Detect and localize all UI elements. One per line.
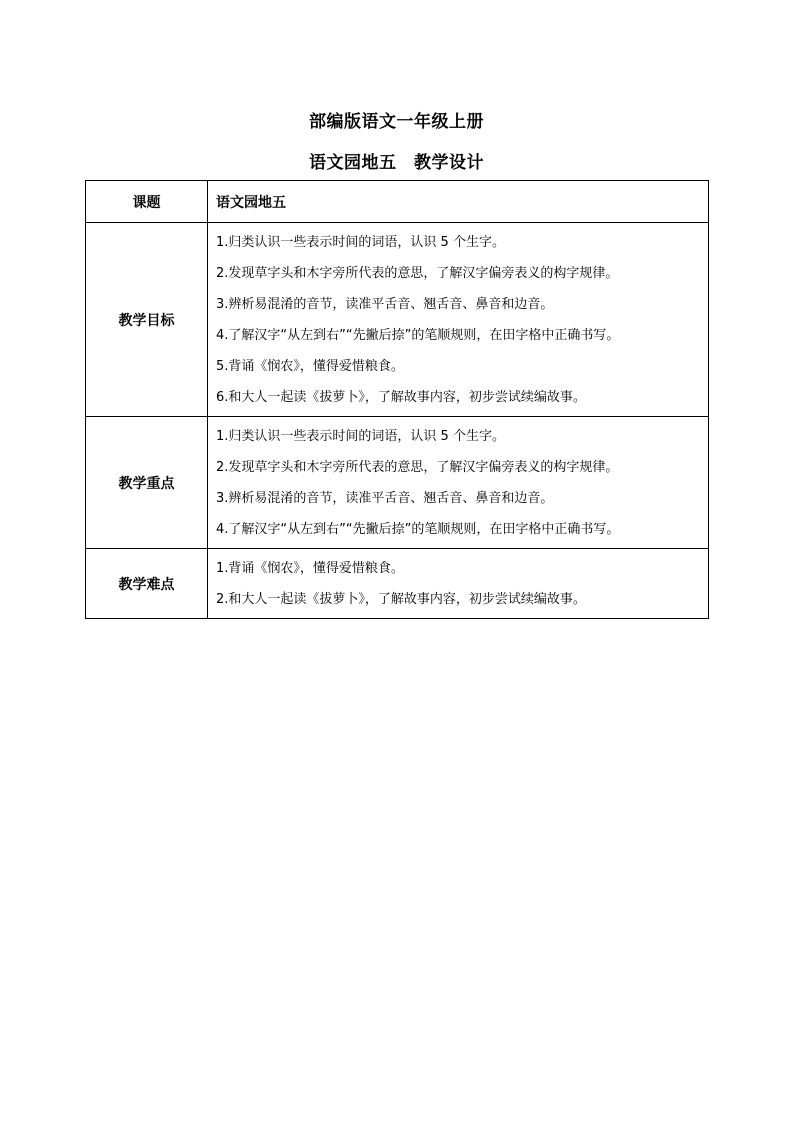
table-row-topic (86, 181, 709, 223)
list-item: 1.归类认识一些表示时间的词语，认识 5 个生字。 (216, 429, 505, 444)
row-content-cell (208, 417, 709, 549)
document-subtitle: 语文园地五 教学设计 (309, 153, 484, 173)
list-item: 5.背诵《悯农》，懂得爱惜粮食。 (216, 359, 404, 374)
list-item: 4.了解汉字“从左到右”“先撇后捺”的笔顺规则，在田字格中正确书写。 (216, 328, 620, 343)
list-item: 2.发现草字头和木字旁所代表的意思，了解汉字偏旁表义的构字规律。 (216, 266, 619, 281)
list-item: 6.和大人一起读《拔萝卜》，了解故事内容，初步尝试续编故事。 (216, 390, 586, 405)
topic-label-cell: 课题 (86, 181, 208, 223)
row-label-cell: 教学难点 (86, 549, 208, 619)
list-item: 4.了解汉字“从左到右”“先撇后捺”的笔顺规则，在田字格中正确书写。 (216, 522, 620, 537)
row-content-cell (208, 549, 709, 619)
list-item: 1.归类认识一些表示时间的词语，认识 5 个生字。 (216, 235, 505, 250)
row-label-cell: 教学目标 (86, 223, 208, 417)
table-row-difficulties (86, 549, 709, 619)
table-row-objectives (86, 223, 709, 417)
list-item: 2.发现草字头和木字旁所代表的意思，了解汉字偏旁表义的构字规律。 (216, 460, 619, 475)
lesson-plan-table (85, 180, 709, 619)
list-item: 1.背诵《悯农》，懂得爱惜粮食。 (216, 561, 404, 576)
row-label-cell: 教学重点 (86, 417, 208, 549)
list-item: 3.辨析易混淆的音节，读准平舌音、翘舌音、鼻音和边音。 (216, 491, 554, 506)
table-row-key-points (86, 417, 709, 549)
list-item: 3.辨析易混淆的音节，读准平舌音、翘舌音、鼻音和边音。 (216, 297, 554, 312)
list-item: 2.和大人一起读《拔萝卜》，了解故事内容，初步尝试续编故事。 (216, 592, 586, 607)
row-content-cell (208, 223, 709, 417)
topic-value-cell: 语文园地五 (208, 181, 709, 223)
document-title: 部编版语文一年级上册 (309, 112, 484, 132)
